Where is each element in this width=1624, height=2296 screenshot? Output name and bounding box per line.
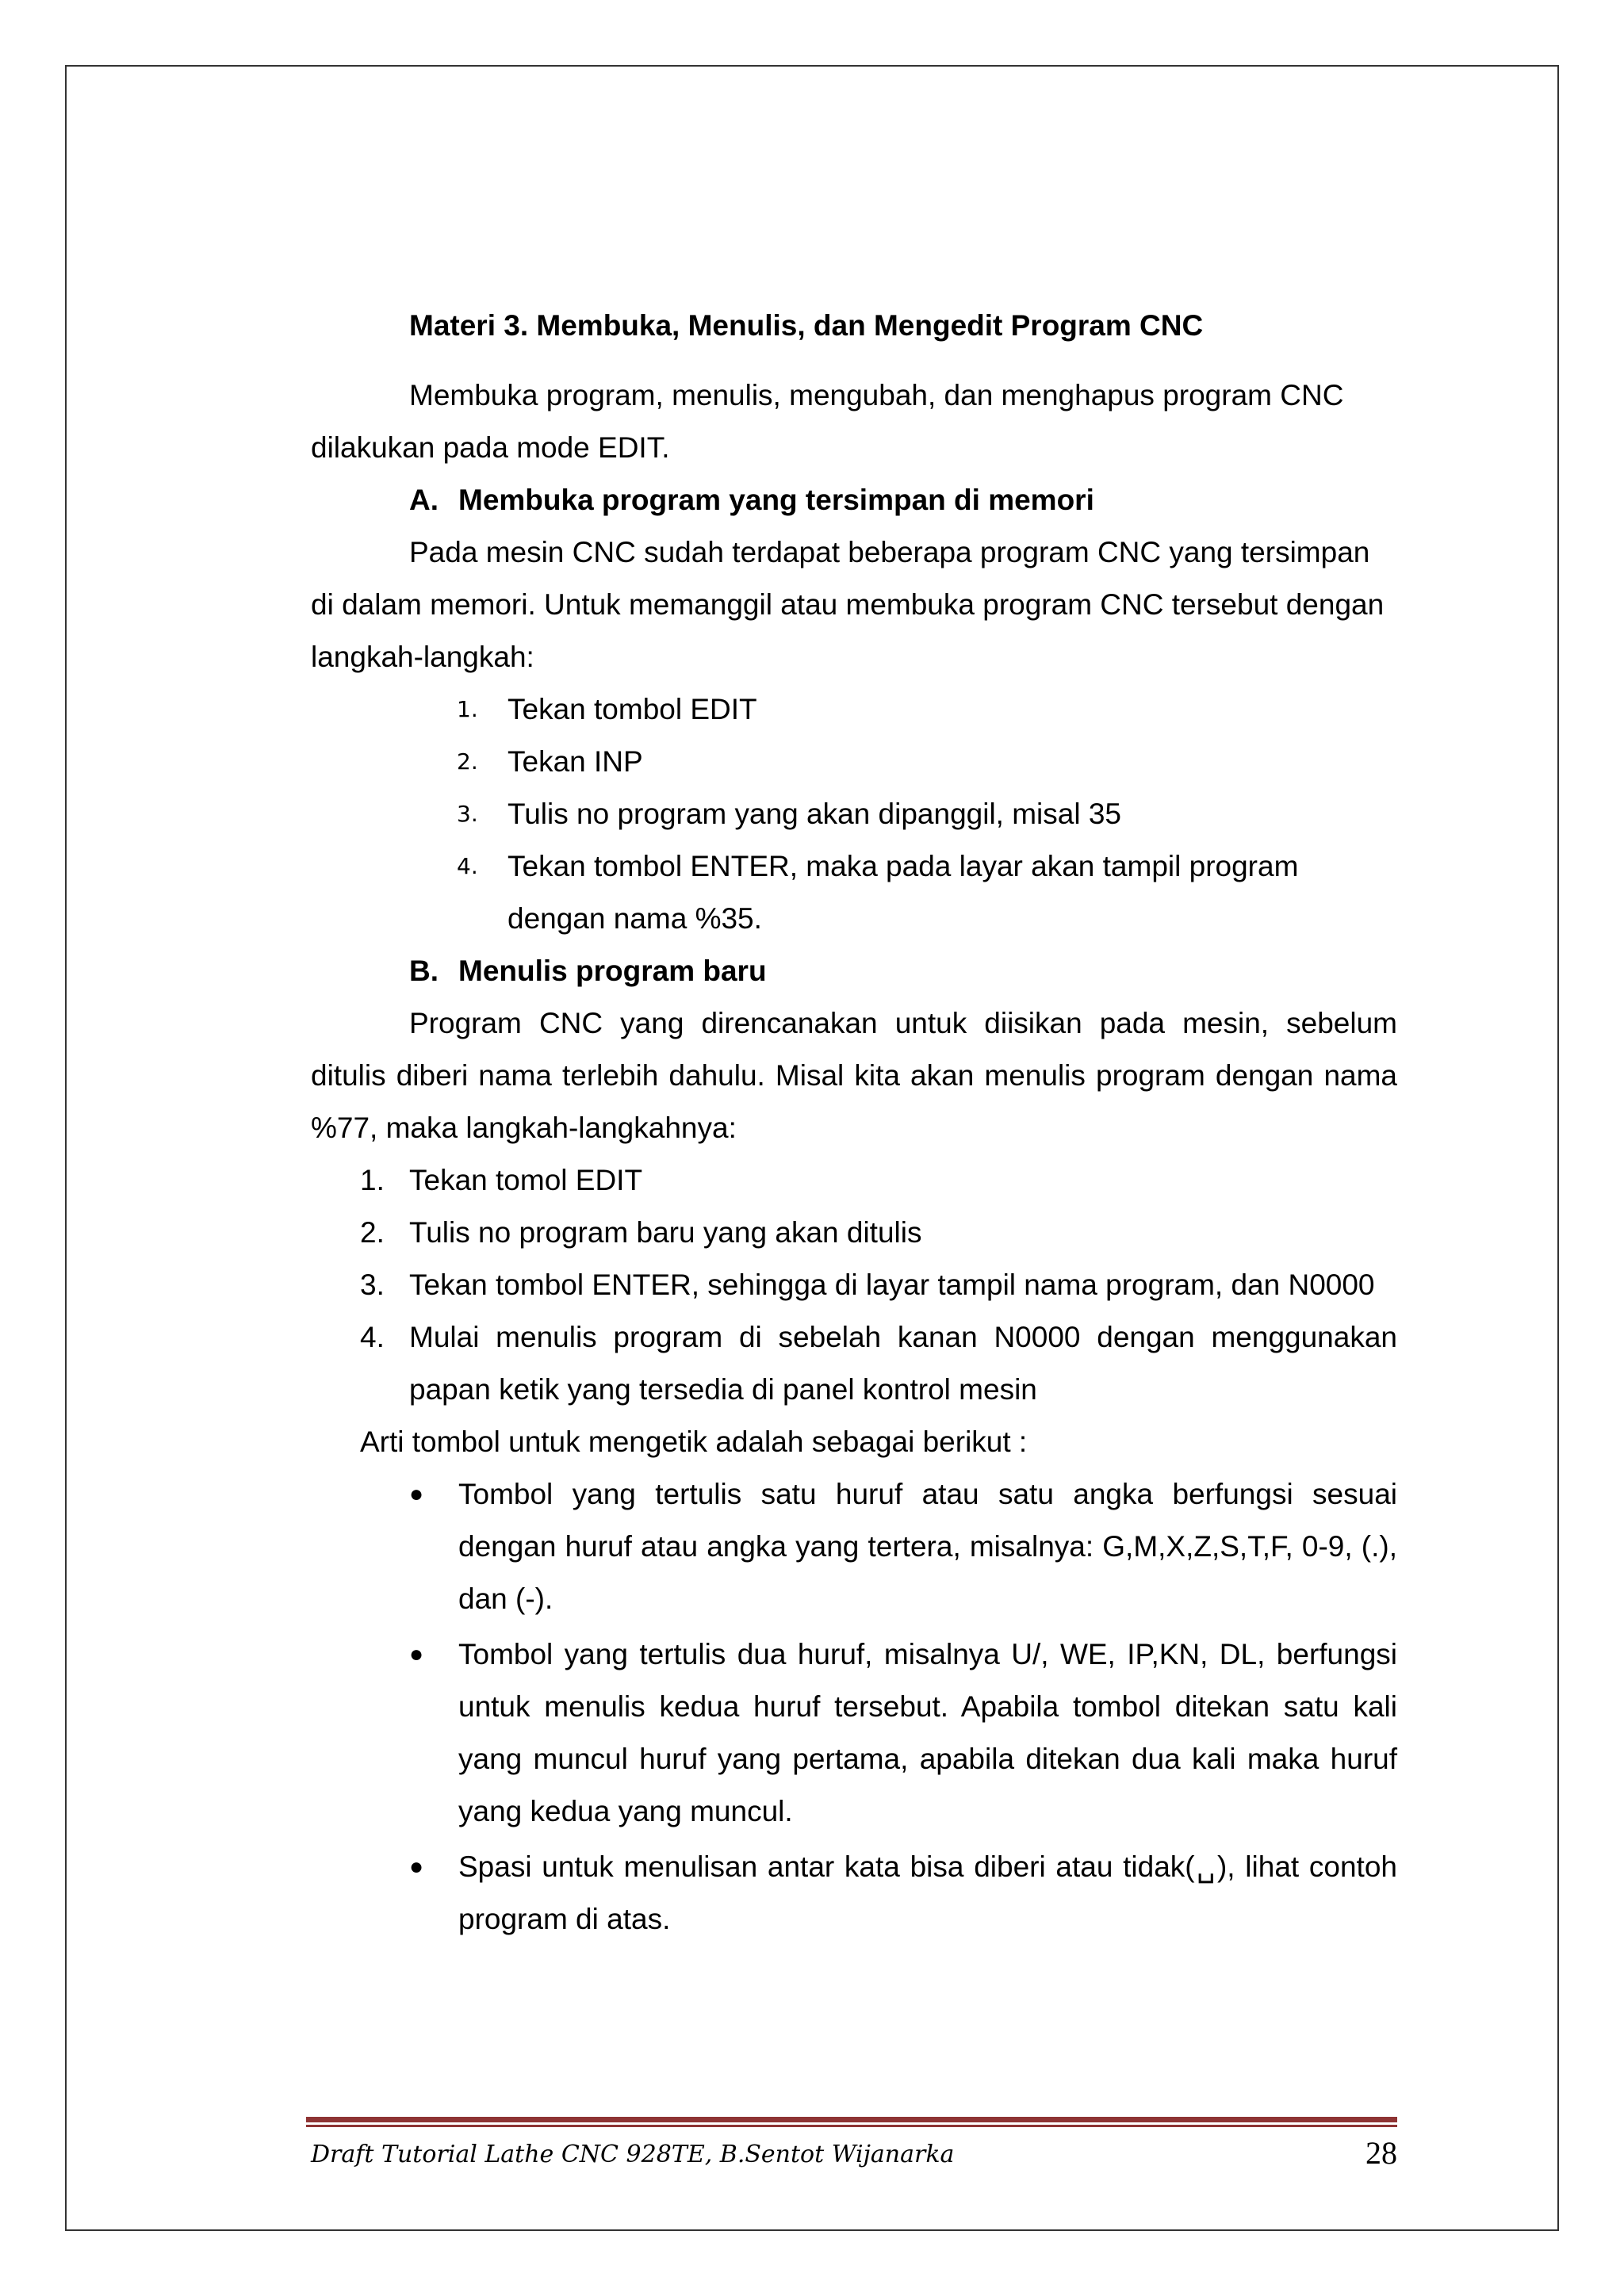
- step-text: Tekan tombol ENTER, maka pada layar akan tampil program dengan nama %35.: [508, 850, 1299, 935]
- step-number: 4.: [360, 1321, 385, 1353]
- list-item: [311, 840, 1397, 945]
- bullet-text: Tombol yang tertulis satu huruf atau satu angka berfungsi sesuai dengan huruf atau angka yang tertera, misalnya: G,M,X,Z,S,T,F, 0-9, (.), dan (-).: [458, 1478, 1397, 1615]
- bullet-icon: ●: [409, 1854, 424, 1880]
- step-number: 3.: [457, 801, 478, 827]
- list-item: [311, 788, 1397, 840]
- section-a-heading: [409, 474, 1397, 526]
- section-b-label: B.: [409, 955, 439, 987]
- bullet-text: Spasi untuk menulisan antar kata bisa diberi atau tidak(␣), lihat contoh program di atas.: [458, 1850, 1397, 1935]
- step-number: 1.: [457, 696, 478, 722]
- bullet-icon: ●: [409, 1641, 424, 1667]
- step-number: 2.: [457, 748, 478, 775]
- step-number: 3.: [360, 1269, 385, 1301]
- footer-text: Draft Tutorial Lathe CNC 928TE, B.Sentot Wijanarka: [311, 2141, 955, 2168]
- step-text: Tulis no program baru yang akan ditulis: [409, 1216, 922, 1249]
- section-b-body: Program CNC yang direncanakan untuk diisikan pada mesin, sebelum ditulis diberi nama terlebih dahulu. Misal kita akan menulis program dengan nama %77, maka langkah-langkahnya:: [311, 1007, 1397, 1144]
- footer-divider: [306, 2117, 1397, 2122]
- step-text: Tekan tombol ENTER, sehingga di layar tampil nama program, dan N0000: [409, 1269, 1375, 1301]
- step-text: Tekan tombol EDIT: [508, 693, 757, 725]
- step-number: 1.: [360, 1164, 385, 1196]
- step-text: Mulai menulis program di sebelah kanan N0000 dengan menggunakan papan ketik yang tersedia di panel kontrol mesin: [409, 1321, 1397, 1406]
- list-item: [311, 1628, 1397, 1838]
- bullet-list: [311, 1468, 1397, 1946]
- section-b-title: Menulis program baru: [458, 955, 767, 987]
- bullet-text: Tombol yang tertulis dua huruf, misalnya U/, WE, IP,KN, DL, berfungsi untuk menulis kedua huruf tersebut. Apabila tombol ditekan satu kali yang muncul huruf yang pertama, apabila ditekan dua kali maka huruf yang kedua yang muncul.: [458, 1638, 1397, 1827]
- list-item: [311, 1259, 1397, 1311]
- list-item: [311, 1468, 1397, 1625]
- list-item: [311, 1207, 1397, 1259]
- list-item: [311, 1154, 1397, 1207]
- step-number: 4.: [457, 853, 478, 879]
- footer-divider-thin: [306, 2125, 1397, 2127]
- section-b-heading: [409, 945, 1397, 997]
- list-item: [311, 736, 1397, 788]
- list-item: [311, 683, 1397, 736]
- section-a-title: Membuka program yang tersimpan di memori: [458, 484, 1094, 516]
- section-a-label: A.: [409, 484, 439, 516]
- intro-paragraph: Membuka program, menulis, mengubah, dan menghapus program CNC dilakukan pada mode EDIT.: [311, 379, 1344, 464]
- list-item: [311, 1841, 1397, 1946]
- step-text: Tekan INP: [508, 745, 643, 778]
- step-text: Tekan tomol EDIT: [409, 1164, 643, 1196]
- page-content: [311, 300, 1397, 1949]
- page-title: Materi 3. Membuka, Menulis, dan Mengedit Program CNC: [409, 309, 1204, 342]
- list-item: [311, 1311, 1397, 1416]
- page-number: 28: [1365, 2135, 1397, 2171]
- section-a-steps: [311, 683, 1397, 945]
- arti-tombol-text: Arti tombol untuk mengetik adalah sebagai berikut :: [360, 1425, 1028, 1458]
- section-a-body: Pada mesin CNC sudah terdapat beberapa program CNC yang tersimpan di dalam memori. Untuk memanggil atau membuka program CNC tersebut dengan langkah-langkah:: [311, 536, 1385, 673]
- step-number: 2.: [360, 1216, 385, 1249]
- step-text: Tulis no program yang akan dipanggil, misal 35: [508, 798, 1122, 830]
- section-b-steps: [311, 1154, 1397, 1416]
- bullet-icon: ●: [409, 1481, 424, 1507]
